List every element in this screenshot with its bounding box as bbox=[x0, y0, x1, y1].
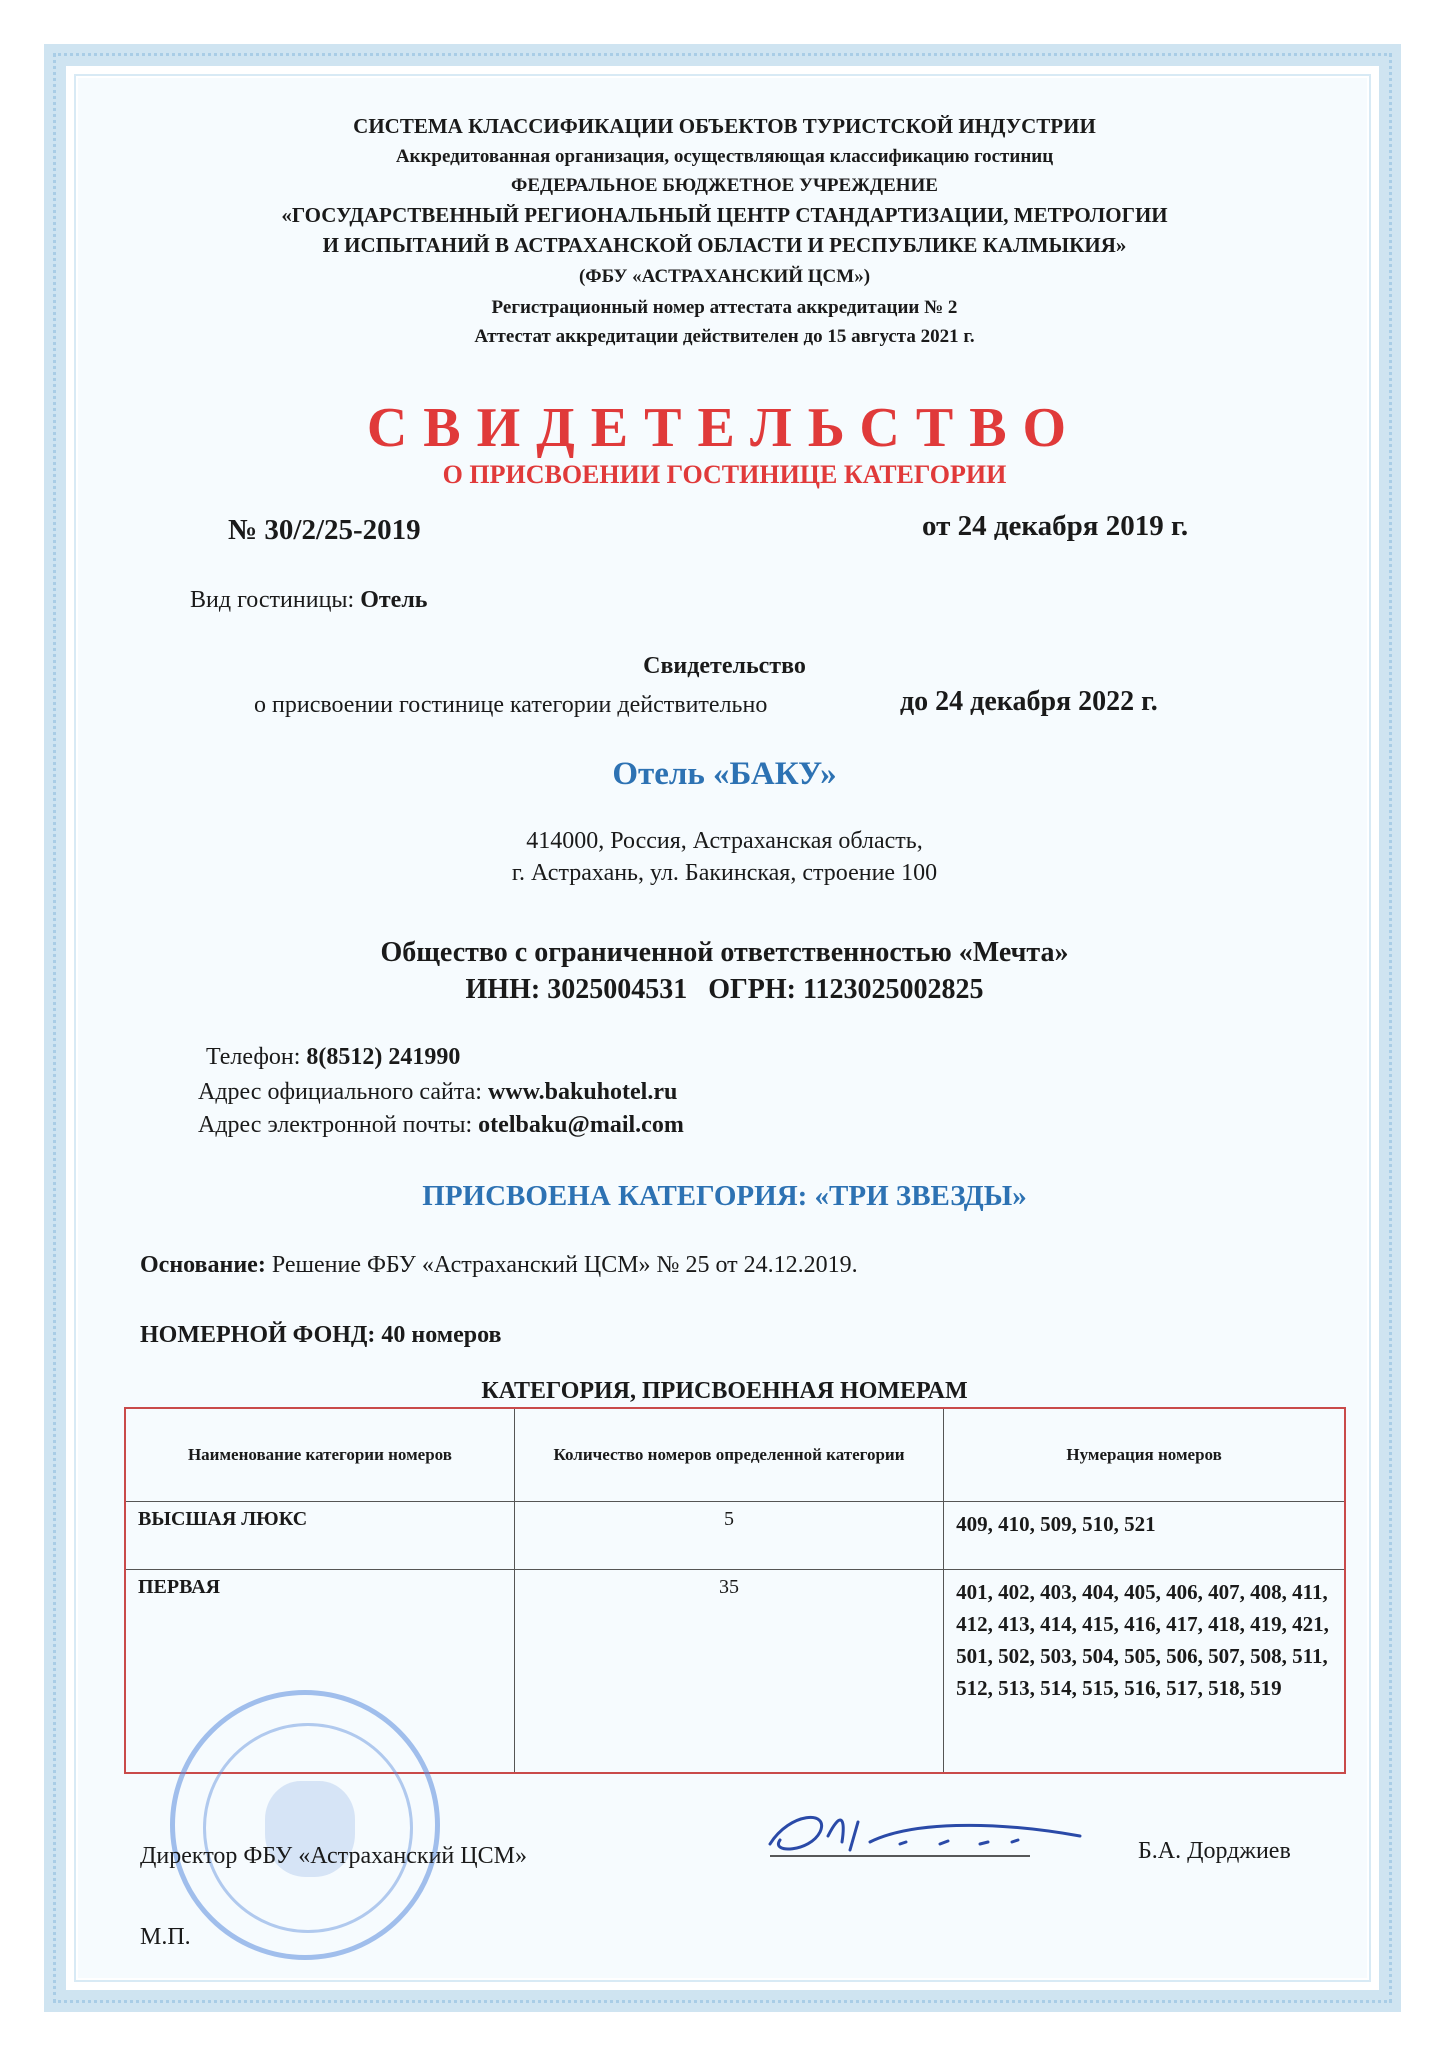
hotel-type-value: Отель bbox=[360, 587, 428, 613]
basis-text: Решение ФБУ «Астраханский ЦСМ» № 25 от 24.12.2019. bbox=[271, 1252, 858, 1278]
category-name: ПЕРВАЯ bbox=[125, 1570, 514, 1774]
director-position: Директор ФБУ «Астраханский ЦСМ» bbox=[140, 1843, 527, 1869]
header-accredited-org: Аккредитованная организация, осуществляющая классификацию гостиниц bbox=[395, 146, 1054, 167]
hotel-name: Отель «БАКУ» bbox=[612, 756, 837, 792]
company-ids: ИНН: 3025004531 ОГРН: 1123025002825 bbox=[465, 974, 984, 1005]
site-value: www.bakuhotel.ru bbox=[487, 1079, 678, 1105]
room-numbers: 409, 410, 509, 510, 521 bbox=[944, 1502, 1345, 1570]
certificate-title: СВИДЕТЕЛЬСТВО bbox=[366, 397, 1083, 459]
certificate-date: от 24 декабря 2019 г. bbox=[922, 510, 1189, 542]
room-numbers: 401, 402, 403, 404, 405, 406, 407, 408, 411, 412, 413, 414, 415, 416, 417, 418, 419, 421, 501, 502, 503, 504, 505, 506, 507, 508, 511, 512, 513, 514, 515, 516, 517, 518, 519 bbox=[944, 1570, 1345, 1774]
header-room-count: Количество номеров определенной категории bbox=[514, 1408, 943, 1502]
table-row bbox=[125, 1502, 1345, 1570]
basis-label: Основание: bbox=[140, 1252, 266, 1278]
assigned-category: ПРИСВОЕНА КАТЕГОРИЯ: «ТРИ ЗВЕЗДЫ» bbox=[422, 1180, 1027, 1212]
company-name: Общество с ограниченной ответственностью «Мечта» bbox=[380, 937, 1069, 968]
contact-site bbox=[198, 1079, 677, 1106]
header-abbreviation: (ФБУ «АСТРАХАНСКИЙ ЦСМ») bbox=[578, 266, 871, 287]
category-name: ВЫСШАЯ ЛЮКС bbox=[125, 1502, 514, 1570]
contact-phone bbox=[206, 1044, 460, 1071]
hotel-type bbox=[190, 587, 427, 614]
hotel-address-line2: г. Астрахань, ул. Бакинская, строение 100 bbox=[511, 860, 938, 886]
basis bbox=[140, 1252, 858, 1279]
email-value: otelbaku@mail.com bbox=[478, 1112, 684, 1138]
room-fund bbox=[140, 1322, 502, 1349]
contact-email bbox=[198, 1112, 684, 1139]
room-count: 5 bbox=[514, 1502, 943, 1570]
header-registration-number: Регистрационный номер аттестата аккредитации № 2 bbox=[491, 297, 958, 318]
signature-scribble bbox=[750, 1792, 1130, 1872]
stamp-place-label: М.П. bbox=[140, 1924, 191, 1950]
validity-heading: Свидетельство bbox=[643, 653, 806, 679]
director-name: Б.А. Дорджиев bbox=[1138, 1838, 1291, 1864]
phone-label: Телефон: bbox=[206, 1044, 301, 1070]
hotel-type-label: Вид гостиницы: bbox=[190, 587, 355, 613]
hotel-address-line1: 414000, Россия, Астраханская область, bbox=[526, 828, 923, 854]
room-count: 35 bbox=[514, 1570, 943, 1774]
validity-text: о присвоении гостинице категории действительно bbox=[254, 692, 768, 718]
certificate-subtitle: О ПРИСВОЕНИИ ГОСТИНИЦЕ КАТЕГОРИИ bbox=[442, 460, 1007, 489]
header-federal-institution: ФЕДЕРАЛЬНОЕ БЮДЖЕТНОЕ УЧРЕЖДЕНИЕ bbox=[511, 175, 938, 196]
header-room-numbers: Нумерация номеров bbox=[944, 1408, 1345, 1502]
email-label: Адрес электронной почты: bbox=[198, 1112, 473, 1138]
room-fund-label: НОМЕРНОЙ ФОНД: bbox=[140, 1322, 376, 1348]
table-header-row bbox=[125, 1408, 1345, 1502]
header-accreditation-validity: Аттестат аккредитации действителен до 15 августа 2021 г. bbox=[474, 326, 975, 347]
room-fund-value: 40 номеров bbox=[381, 1322, 502, 1348]
header-center-name-2: И ИСПЫТАНИЙ В АСТРАХАНСКОЙ ОБЛАСТИ И РЕСПУБЛИКЕ КАЛМЫКИЯ» bbox=[322, 233, 1127, 257]
site-label: Адрес официального сайта: bbox=[198, 1079, 482, 1105]
certificate-number: № 30/2/25-2019 bbox=[228, 514, 421, 546]
header-center-name-1: «ГОСУДАРСТВЕННЫЙ РЕГИОНАЛЬНЫЙ ЦЕНТР СТАНДАРТИЗАЦИИ, МЕТРОЛОГИИ bbox=[281, 203, 1168, 227]
phone-value: 8(8512) 241990 bbox=[306, 1044, 461, 1070]
validity-until: до 24 декабря 2022 г. bbox=[900, 686, 1158, 717]
header-system: СИСТЕМА КЛАССИФИКАЦИИ ОБЪЕКТОВ ТУРИСТСКОЙ ИНДУСТРИИ bbox=[353, 114, 1096, 138]
header-category-name: Наименование категории номеров bbox=[125, 1408, 514, 1502]
table-title: КАТЕГОРИЯ, ПРИСВОЕННАЯ НОМЕРАМ bbox=[481, 1378, 968, 1404]
official-seal bbox=[170, 1690, 440, 1960]
